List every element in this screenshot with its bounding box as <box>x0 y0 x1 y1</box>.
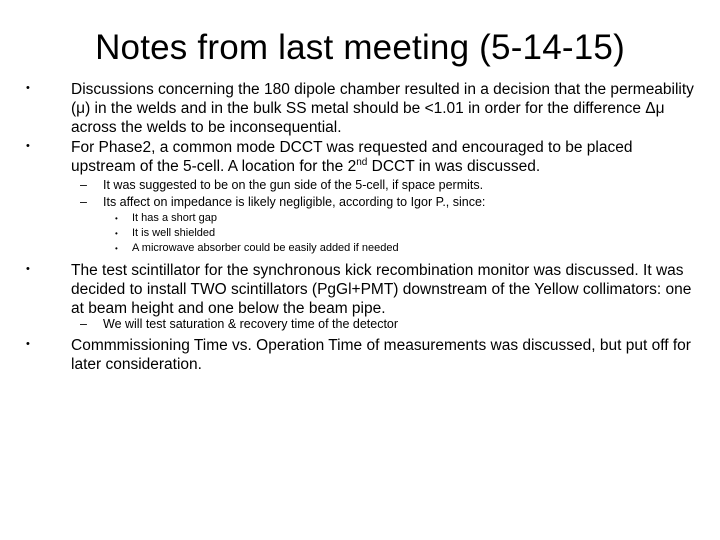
sub-sub-list-item <box>115 241 615 256</box>
sub-sub-list-item-text: A microwave absorber could be easily added if needed <box>132 242 399 254</box>
list-item-text-part: DCCT in was discussed. <box>367 158 541 175</box>
dash-marker: – <box>80 178 87 192</box>
bullet-marker: • <box>26 140 30 152</box>
sub-list-item <box>80 177 680 193</box>
dot-marker: • <box>115 244 118 253</box>
list-item-text: Discussions concerning the 180 dipole chamber resulted in a decision that the permeability (μ) in the welds and in the bulk SS metal should be <1.01 in order for the difference Δμ across the welds to be inconsequential. <box>71 81 694 136</box>
list-item <box>26 138 696 176</box>
bullet-marker: • <box>26 82 30 94</box>
list-item <box>26 80 696 137</box>
sub-list-item <box>80 194 680 210</box>
bullet-marker: • <box>26 263 30 275</box>
list-item <box>26 336 696 374</box>
list-item <box>26 261 696 318</box>
sub-sub-list-item-text: It has a short gap <box>132 212 217 224</box>
dot-marker: • <box>115 229 118 238</box>
sub-list-item-text: It was suggested to be on the gun side of the 5-cell, if space permits. <box>103 178 484 192</box>
sub-sub-list-item <box>115 226 615 241</box>
dash-marker: – <box>80 195 87 209</box>
sub-sub-list-item <box>115 211 615 226</box>
superscript: nd <box>356 156 368 168</box>
list-item-text <box>71 138 696 176</box>
dot-marker: • <box>115 214 118 223</box>
list-item-text-part: For Phase2, a common mode DCCT was requested and encouraged to be placed upstream of the 5-cell. A location for the 2 <box>71 139 633 175</box>
list-item-text: The test scintillator for the synchronous kick recombination monitor was discussed. It was decided to install TWO scintillators (PgGl+PMT) downstream of the Yellow collimators: one at beam height and one below the beam pipe. <box>71 262 692 317</box>
sub-sub-list-item-text: It is well shielded <box>132 227 216 239</box>
bullet-marker: • <box>26 338 30 350</box>
sub-list-item-text: We will test saturation & recovery time of the detector <box>103 317 399 331</box>
list-item-text: Commmissioning Time vs. Operation Time of measurements was discussed, but put off for later consideration. <box>71 337 691 373</box>
page-title: Notes from last meeting (5-14-15) <box>95 28 625 67</box>
sub-list-item <box>80 316 680 332</box>
sub-list-item-text: Its affect on impedance is likely negligible, according to Igor P., since: <box>103 195 486 209</box>
dash-marker: – <box>80 317 87 331</box>
